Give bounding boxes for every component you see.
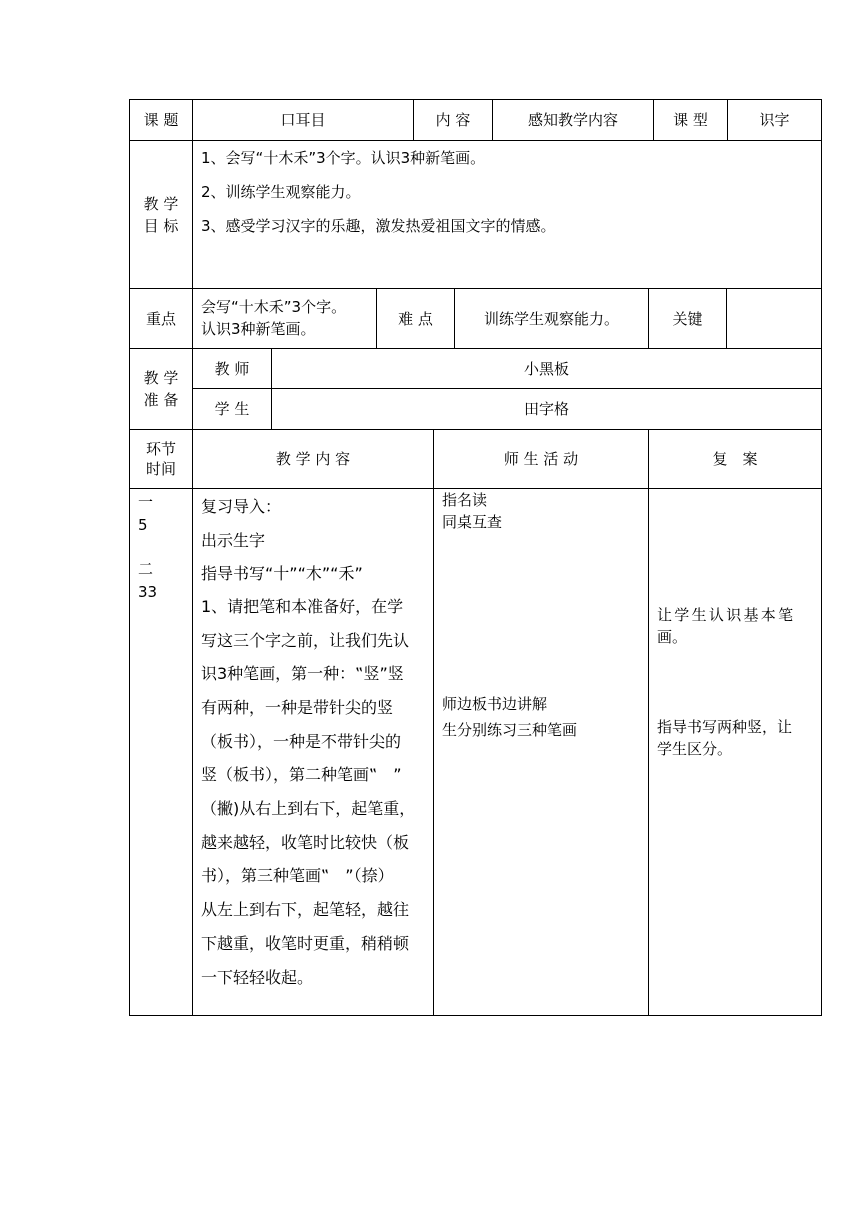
label-teacher: 教 师 xyxy=(214,359,250,378)
critical-value xyxy=(727,289,821,348)
key-point-line: 会写“十木禾”3个字。 xyxy=(201,298,347,316)
content-line: 1、请把笔和本准备好，在学 xyxy=(201,597,404,616)
content-line: 一下轻轻收起。 xyxy=(201,968,314,987)
label-difficulty: 难 点 xyxy=(398,309,433,328)
label-preparation xyxy=(130,349,192,429)
activity-line: 生分别练习三种笔画 xyxy=(442,721,578,739)
label-student: 学 生 xyxy=(214,400,250,418)
label-content: 内 容 xyxy=(435,111,471,129)
content-line: 越来越轻，收笔时比较快（板 xyxy=(201,833,410,852)
content-line: 从左上到右下，起笔轻，越往 xyxy=(201,900,410,919)
content-line: 出示生字 xyxy=(201,531,266,550)
content-line: 有两种，一种是带针尖的竖 xyxy=(201,698,394,717)
review-note: 学生区分。 xyxy=(657,740,733,758)
review-note: 指导书写两种竖，让 xyxy=(657,718,793,736)
key-point-line: 认识3种新笔画。 xyxy=(201,320,316,338)
header-activity: 师 生 活 动 xyxy=(503,450,579,468)
difficulty-value: 训练学生观察能力。 xyxy=(483,309,619,328)
label-critical: 关键 xyxy=(672,309,703,328)
goal-item: 2、训练学生观察能力。 xyxy=(201,183,361,201)
label-preparation-line1: 教 学 xyxy=(143,369,179,387)
lesson-type-value: 识字 xyxy=(759,111,790,129)
goal-item: 1、会写“十木禾”3个字。认识3种新笔画。 xyxy=(201,149,486,167)
rule xyxy=(129,1015,822,1016)
label-goals-line1: 教 学 xyxy=(143,194,179,213)
content-line: 指导书写“十”“木”“禾” xyxy=(201,564,363,583)
activity-line: 同桌互查 xyxy=(442,513,503,531)
header-stage-time xyxy=(130,430,192,488)
rule xyxy=(192,99,193,1016)
student-materials: 田字格 xyxy=(523,400,569,418)
header-time: 时间 xyxy=(145,460,176,478)
subject-value: 口耳目 xyxy=(280,111,326,129)
time-1: 5 xyxy=(138,516,148,534)
header-stage: 环节 xyxy=(145,440,176,458)
content-line: 复习导入： xyxy=(201,497,282,516)
content-line: 下越重，收笔时更重，稍稍顿 xyxy=(201,934,410,953)
rule xyxy=(433,429,434,1016)
label-goals-line2: 目 标 xyxy=(143,216,179,235)
content-line: 书），第三种笔画‟ ”（捺） xyxy=(201,866,394,885)
content-line: （撇)从右上到右下，起笔重， xyxy=(201,799,416,818)
content-value: 感知教学内容 xyxy=(527,111,618,129)
activity-line: 师边板书边讲解 xyxy=(442,695,548,713)
review-note: 让学生认识基本笔 xyxy=(657,606,796,624)
rule xyxy=(821,99,822,1016)
header-content: 教 学 内 容 xyxy=(275,450,351,468)
content-line: 写这三个字之前，让我们先认 xyxy=(201,631,410,650)
activity-line: 指名读 xyxy=(442,491,488,509)
label-goals xyxy=(130,141,192,288)
teacher-materials: 小黑板 xyxy=(523,359,569,378)
label-preparation-line2: 准 备 xyxy=(143,391,179,409)
review-note: 画。 xyxy=(657,628,688,646)
stage-2: 二 xyxy=(138,560,154,578)
label-key-point: 重点 xyxy=(145,309,176,328)
content-line: 识3种笔画，第一种：‟竖”竖 xyxy=(201,664,404,683)
header-review: 复 案 xyxy=(712,450,758,468)
goal-item: 3、感受学习汉字的乐趣，激发热爱祖国文字的情感。 xyxy=(201,217,556,235)
stage-1: 一 xyxy=(138,493,154,511)
label-subject: 课 题 xyxy=(143,111,179,129)
rule xyxy=(129,140,822,141)
content-line: 竖（板书），第二种笔画‟ ” xyxy=(201,765,402,784)
content-line: （板书），一种是不带针尖的 xyxy=(201,732,402,751)
label-lesson-type: 课 型 xyxy=(673,111,708,129)
rule xyxy=(648,429,649,1016)
time-2: 33 xyxy=(138,583,158,601)
